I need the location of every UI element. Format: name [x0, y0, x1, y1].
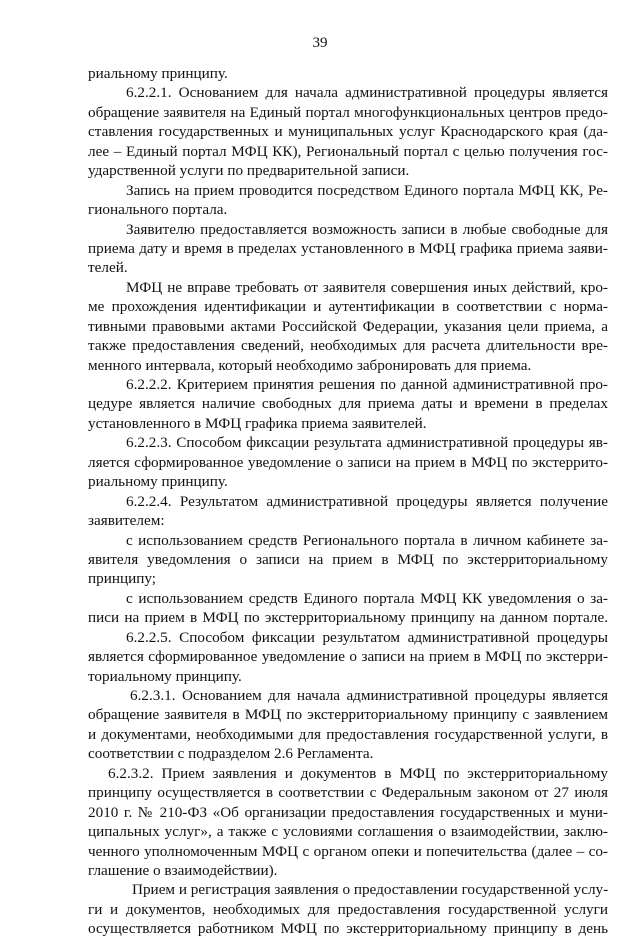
text-line: ставления государственных и муниципальных услуг Краснодарского края (да-	[88, 123, 608, 141]
text-line: ударственной услуги по предварительной записи.	[88, 162, 410, 180]
page-number: 39	[312, 35, 328, 51]
text-line: соответствии с подразделом 2.6 Регламента.	[88, 745, 374, 763]
text-line: 6.2.2.3. Способом фиксации результата административной процедуры яв-	[126, 434, 608, 452]
text-line: приема дату и время в пределах установленного в МФЦ графика приема заяви-	[88, 239, 608, 257]
text-line: 6.2.2.2. Критерием принятия решения по данной административной про-	[126, 376, 608, 393]
text-line: цедуре является наличие свободных для приема даты и времени в пределах	[88, 395, 608, 413]
text-line: ляется сформированное уведомление о записи на прием в МФЦ по экстеррито-	[88, 453, 608, 471]
text-line: риальному принципу.	[88, 65, 228, 82]
text-line: 2010 г. № 210-ФЗ «Об организации предоставления государственных и муни-	[88, 803, 608, 821]
text-line: гионального портала.	[88, 201, 228, 219]
text-line: ме прохождения идентификации и аутентификации в соответствии с норма-	[88, 298, 608, 316]
text-line: МФЦ не вправе требовать от заявителя совершения иных действий, кро-	[126, 278, 608, 296]
text-line: с использованием средств Единого портала МФЦ КК уведомления о за-	[126, 589, 608, 607]
text-line: Запись на прием проводится посредством Единого портала МФЦ КК, Ре-	[126, 181, 608, 199]
text-line: 6.2.2.1. Основанием для начала административной процедуры является	[126, 84, 608, 102]
document-body	[88, 64, 608, 939]
text-line: Заявителю предоставляется возможность записи в любые свободные для	[126, 220, 608, 238]
text-line: 6.2.2.4. Результатом административной процедуры является получение	[126, 492, 608, 510]
text-line: обращение заявителя на Единый портал многофункциональных центров предо-	[88, 103, 608, 121]
text-line: менного интервала, который необходимо забронировать для приема.	[88, 356, 532, 374]
text-line: ципальных услуг», а также с условиями соглашения о взаимодействии, заклю-	[88, 823, 608, 841]
text-line: Прием и регистрация заявления о предоставлении государственной услу-	[132, 881, 609, 899]
text-line: глашение о взаимодействии).	[88, 861, 278, 879]
text-line: установленного в МФЦ графика приема заявителей.	[88, 414, 427, 432]
text-line: осуществляется работником МФЦ по экстерриториальному принципу в день	[88, 920, 608, 938]
text-line: является сформированное уведомление о записи на прием в МФЦ по экстерри-	[88, 648, 608, 666]
text-line: заявителем:	[88, 512, 165, 530]
text-line: ториальному принципу.	[88, 667, 242, 685]
text-line: телей.	[88, 259, 128, 277]
text-line: писи на прием в МФЦ по экстерриториальному принципу на данном портале.	[88, 609, 608, 627]
text-line: ченного уполномоченным МФЦ с органом опеки и попечительства (далее – со-	[88, 842, 608, 860]
text-line: ги и документов, необходимых для предоставления государственной услуги	[88, 900, 608, 918]
text-line: с использованием средств Регионального портала в личном кабинете за-	[126, 531, 608, 549]
text-line: 6.2.3.2. Прием заявления и документов в МФЦ по экстерриториальному	[108, 764, 608, 782]
text-line: тивными правовыми актами Российской Федерации, указания цели приема, а	[88, 317, 608, 335]
text-line: 6.2.3.1. Основанием для начала административной процедуры является	[130, 687, 608, 704]
text-line: также предоставления сведений, необходимых для расчета длительности вре-	[88, 337, 608, 355]
text-line: риальному принципу.	[88, 473, 228, 491]
text-line: и документами, необходимыми для предоставления государственной услуги, в	[88, 725, 608, 743]
text-line: явителя уведомления о записи на прием в МФЦ по экстерриториальному	[88, 550, 608, 568]
text-line: лее – Единый портал МФЦ КК), Региональный портал с целью получения гос-	[88, 142, 608, 160]
text-line: обращение заявителя в МФЦ по экстерриториальному принципу с заявлением	[88, 706, 608, 724]
text-line: принципу осуществляется в соответствии с Федеральным законом от 27 июля	[88, 784, 608, 802]
text-line: 6.2.2.5. Способом фиксации результатом административной процедуры	[126, 628, 608, 646]
text-line: принципу;	[88, 570, 156, 588]
